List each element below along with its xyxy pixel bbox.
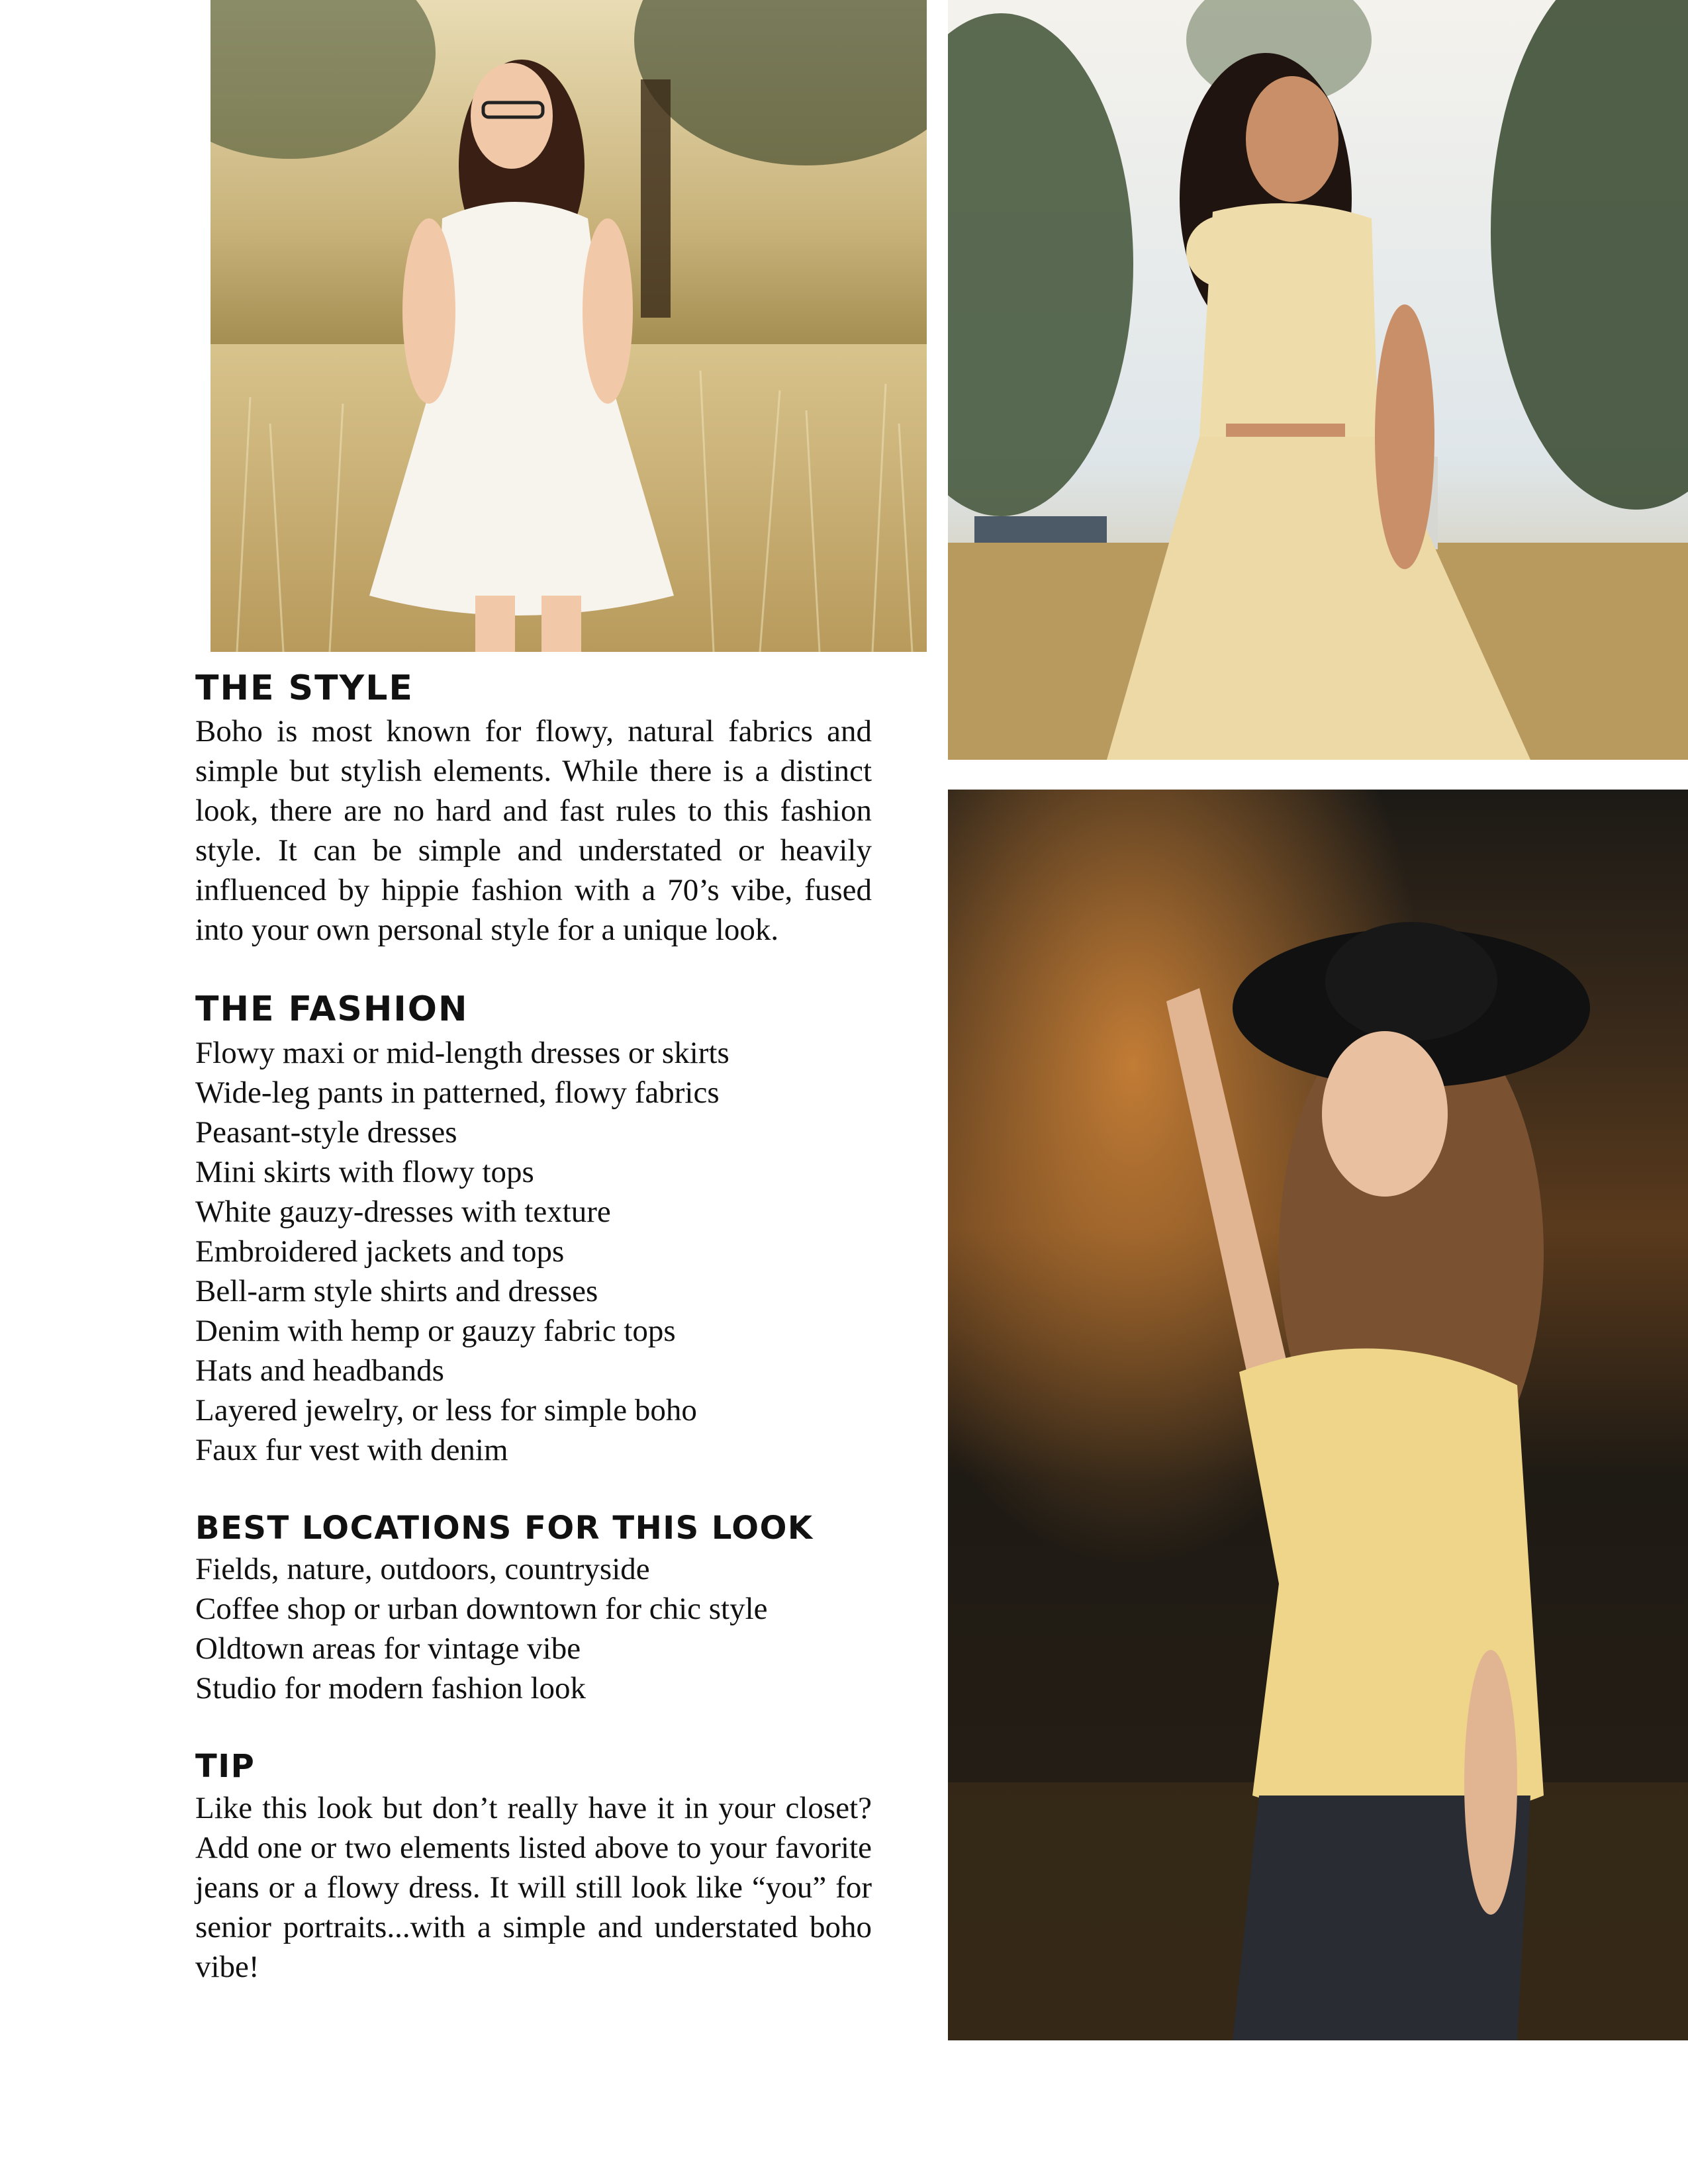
photo-white-dress-field — [211, 0, 927, 652]
style-section — [195, 668, 872, 950]
fashion-item: Layered jewelry, or less for simple boho — [195, 1392, 697, 1428]
location-item: Fields, nature, outdoors, countryside — [195, 1552, 650, 1587]
location-item: Oldtown areas for vintage vibe — [195, 1631, 581, 1666]
fashion-item: Wide-leg pants in patterned, flowy fabrics — [195, 1075, 720, 1110]
fashion-item: Flowy maxi or mid-length dresses or skirts — [195, 1035, 729, 1070]
style-body: Boho is most known for flowy, natural fabrics and simple but stylish elements. While there is a distinct look, there are no hard and fast rules to this fashion style. It can be simple and understated or heavily influenced by hippie fashion with a 70’s vibe, fused into your own personal style for a unique look. — [195, 714, 872, 948]
photo-yellow-two-piece — [948, 0, 1688, 760]
location-item: Studio for modern fashion look — [195, 1671, 586, 1706]
location-item: Coffee shop or urban downtown for chic style — [195, 1592, 768, 1627]
fashion-item: Embroidered jackets and tops — [195, 1234, 565, 1269]
fashion-item: Bell-arm style shirts and dresses — [195, 1273, 598, 1308]
fashion-section — [195, 989, 872, 1469]
fashion-list — [195, 1033, 872, 1470]
fashion-item: Denim with hemp or gauzy fabric tops — [195, 1313, 676, 1348]
tip-heading: TIP — [195, 1748, 256, 1786]
fashion-item: Mini skirts with flowy tops — [195, 1154, 534, 1189]
tip-body: Like this look but don’t really have it in your closet? Add one or two elements listed above to your favorite jeans or a flowy dress. It will still look like “you” for senior portraits...with a simple and understated boho vibe! — [195, 1790, 872, 1984]
fashion-item: White gauzy-dresses with texture — [195, 1194, 611, 1229]
fashion-heading: THE FASHION — [195, 989, 469, 1030]
fashion-item: Peasant-style dresses — [195, 1115, 457, 1150]
tip-section — [195, 1748, 872, 1987]
locations-heading: BEST LOCATIONS FOR THIS LOOK — [195, 1509, 814, 1547]
fashion-item: Hats and headbands — [195, 1353, 444, 1388]
style-heading: THE STYLE — [195, 668, 414, 708]
locations-list — [195, 1549, 872, 1708]
photo-black-hat-yellow-top — [948, 790, 1688, 2040]
article-text-column — [195, 668, 872, 2026]
fashion-item: Faux fur vest with denim — [195, 1432, 508, 1467]
locations-section — [195, 1510, 872, 1709]
